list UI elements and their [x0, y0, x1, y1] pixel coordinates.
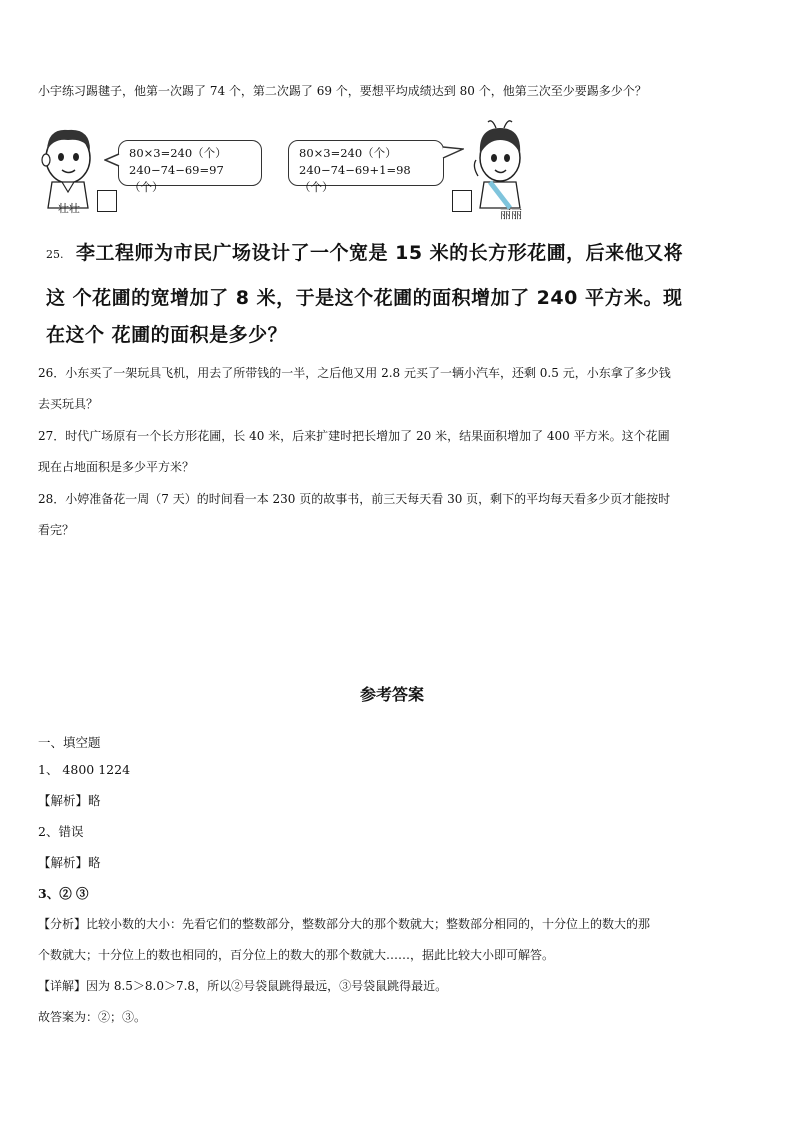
answer-1-analysis: 【解析】略 [38, 793, 101, 808]
q26-line-1: 26．小东买了一架玩具飞机，用去了所带钱的一半，之后他又用 2.8 元买了一辆小汽车，还剩 0.5 元，小东拿了多少钱 [38, 366, 671, 380]
right-bubble-line-2: 240−74−69+1=98（个） [299, 163, 411, 194]
q27-line-1: 27．时代广场原有一个长方形花圃，长 40 米，后来扩建时把长增加了 20 米，结果面积增加了 400 平方米。这个花圃 [38, 429, 670, 443]
left-bubble-line-2: 240−74−69=97（个） [129, 163, 224, 194]
right-speech-bubble [288, 140, 444, 194]
answer-1: 1、 4800 1224 [38, 762, 131, 777]
answer-3: 3、② ③ [38, 886, 89, 901]
answer-2-analysis: 【解析】略 [38, 855, 101, 870]
answer-3-analysis-line-2: 个数就大；十分位上的数也相同的，百分位上的数大的那个数就大……，据此比较大小即可解答。 [38, 948, 555, 962]
left-answer-checkbox[interactable] [97, 190, 117, 212]
q26-line-2: 去买玩具？ [38, 397, 99, 411]
left-bubble-tail [104, 153, 120, 167]
right-answer-checkbox[interactable] [452, 190, 472, 212]
answer-3-detail: 【详解】因为 8.5＞8.0＞7.8，所以②号袋鼠跳得最远，③号袋鼠跳得最近。 [38, 979, 448, 993]
girl-illustration [470, 118, 532, 210]
q28-line-1: 28．小婷准备花一周（7 天）的时间看一本 230 页的故事书，前三天每天看 30 页，剩下的平均每天看多少页才能按时 [38, 492, 671, 506]
section-heading: 一、填空题 [38, 735, 101, 750]
left-bubble-line-1: 80×3=240（个） [129, 146, 227, 160]
left-character-name: 壮壮 [58, 202, 80, 215]
right-character-name: 丽丽 [500, 208, 522, 221]
q25-line-3: 在这个 花圃的面积是多少？ [46, 324, 288, 346]
q25-line-2: 这 个花圃的宽增加了 8 米，于是这个花圃的面积增加了 240 平方米。现 [46, 287, 683, 309]
answer-3-analysis-line-1: 【分析】比较小数的大小：先看它们的整数部分，整数部分大的那个数就大；整数部分相同的，十分位上的数大的那 [38, 917, 651, 931]
q25-number: 25. [46, 248, 64, 261]
q25-line-1: 李工程师为市民广场设计了一个宽是 15 米的长方形花圃，后来他又将 [76, 242, 684, 264]
answer-3-final: 故答案为：②；③。 [38, 1010, 147, 1024]
problem-intro: 小宇练习踢毽子，他第一次踢了 74 个，第二次踢了 69 个，要想平均成绩达到 80 个，他第三次至少要踢多少个？ [38, 84, 647, 98]
answers-title: 参考答案 [360, 685, 425, 704]
right-bubble-tail [442, 146, 464, 160]
right-bubble-line-1: 80×3=240（个） [299, 146, 397, 160]
answer-2: 2、错误 [38, 824, 84, 839]
q28-line-2: 看完？ [38, 523, 75, 537]
q27-line-2: 现在占地面积是多少平方米？ [38, 460, 195, 474]
boy-illustration [38, 120, 100, 210]
left-speech-bubble [118, 140, 262, 194]
